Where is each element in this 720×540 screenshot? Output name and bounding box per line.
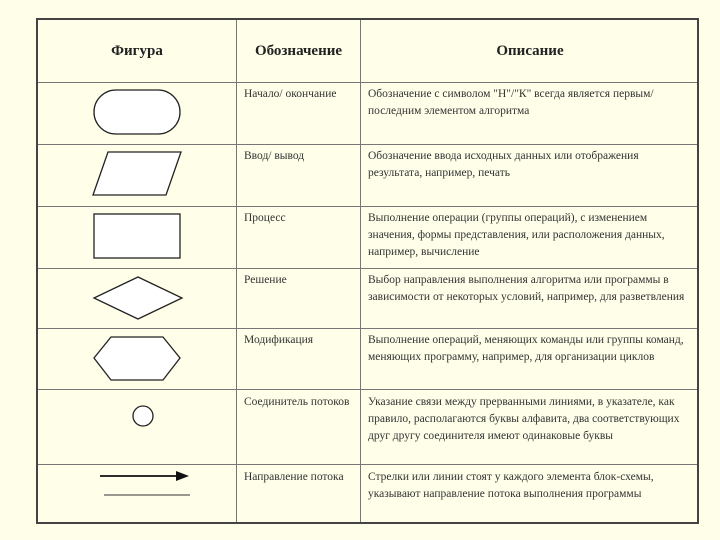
header-shape: Фигура bbox=[111, 42, 163, 59]
diamond-shape-icon bbox=[92, 276, 184, 322]
row-divider bbox=[38, 389, 697, 390]
row-desc-arrow: Стрелки или линии стоят у каждого элемента блок-схемы, указывают направление потока выполнения программы bbox=[368, 471, 654, 500]
terminator-shape-icon bbox=[93, 89, 183, 137]
row-desc-parallelogram: Обозначение ввода исходных данных или отображения результата, например, печать bbox=[368, 150, 639, 179]
row-divider bbox=[38, 206, 697, 207]
row-desc-hexagon: Выполнение операций, меняющих команды или группы команд, меняющих программу, например, для организации циклов bbox=[368, 334, 684, 363]
column-divider bbox=[236, 20, 237, 522]
header-designation: Обозначение bbox=[254, 42, 343, 59]
row-name-diamond: Решение bbox=[244, 274, 287, 286]
row-name-parallelogram: Ввод/ вывод bbox=[244, 150, 305, 162]
row-desc-diamond: Выбор направления выполнения алгоритма или программы в зависимости от некоторых условий, например, для разветвления bbox=[368, 274, 685, 303]
row-divider bbox=[38, 268, 697, 269]
row-divider bbox=[38, 82, 697, 83]
row-desc-terminator: Обозначение с символом "Н"/"К" всегда является первым/ последним элементом алгоритма bbox=[368, 88, 654, 117]
row-name-arrow: Направление потока bbox=[244, 471, 344, 483]
flow-arrow-icon bbox=[98, 466, 192, 500]
connector-circle-icon bbox=[132, 405, 156, 429]
row-name-terminator: Начало/ окончание bbox=[244, 88, 337, 100]
row-name-rectangle: Процесс bbox=[244, 212, 286, 224]
row-name-hexagon: Модификация bbox=[244, 334, 314, 346]
row-divider bbox=[38, 328, 697, 329]
row-desc-rectangle: Выполнение операции (группы операций), с изменением значения, формы представления, или расположения данных, например, вычисление bbox=[368, 212, 665, 258]
row-desc-connector: Указание связи между прерванными линиями, в указателе, как правило, располагаются буквы алфавита, два соответствующих друг другу соединителя имеют одинаковые буквы bbox=[368, 396, 680, 442]
parallelogram-shape-icon bbox=[92, 151, 184, 197]
hexagon-shape-icon bbox=[93, 336, 183, 384]
flowchart-symbols-table bbox=[36, 18, 699, 524]
header-description: Описание bbox=[496, 42, 564, 59]
row-name-connector: Соединитель потоков bbox=[244, 396, 350, 408]
row-divider bbox=[38, 464, 697, 465]
column-divider bbox=[360, 20, 361, 522]
rectangle-shape-icon bbox=[93, 213, 183, 261]
row-divider bbox=[38, 144, 697, 145]
